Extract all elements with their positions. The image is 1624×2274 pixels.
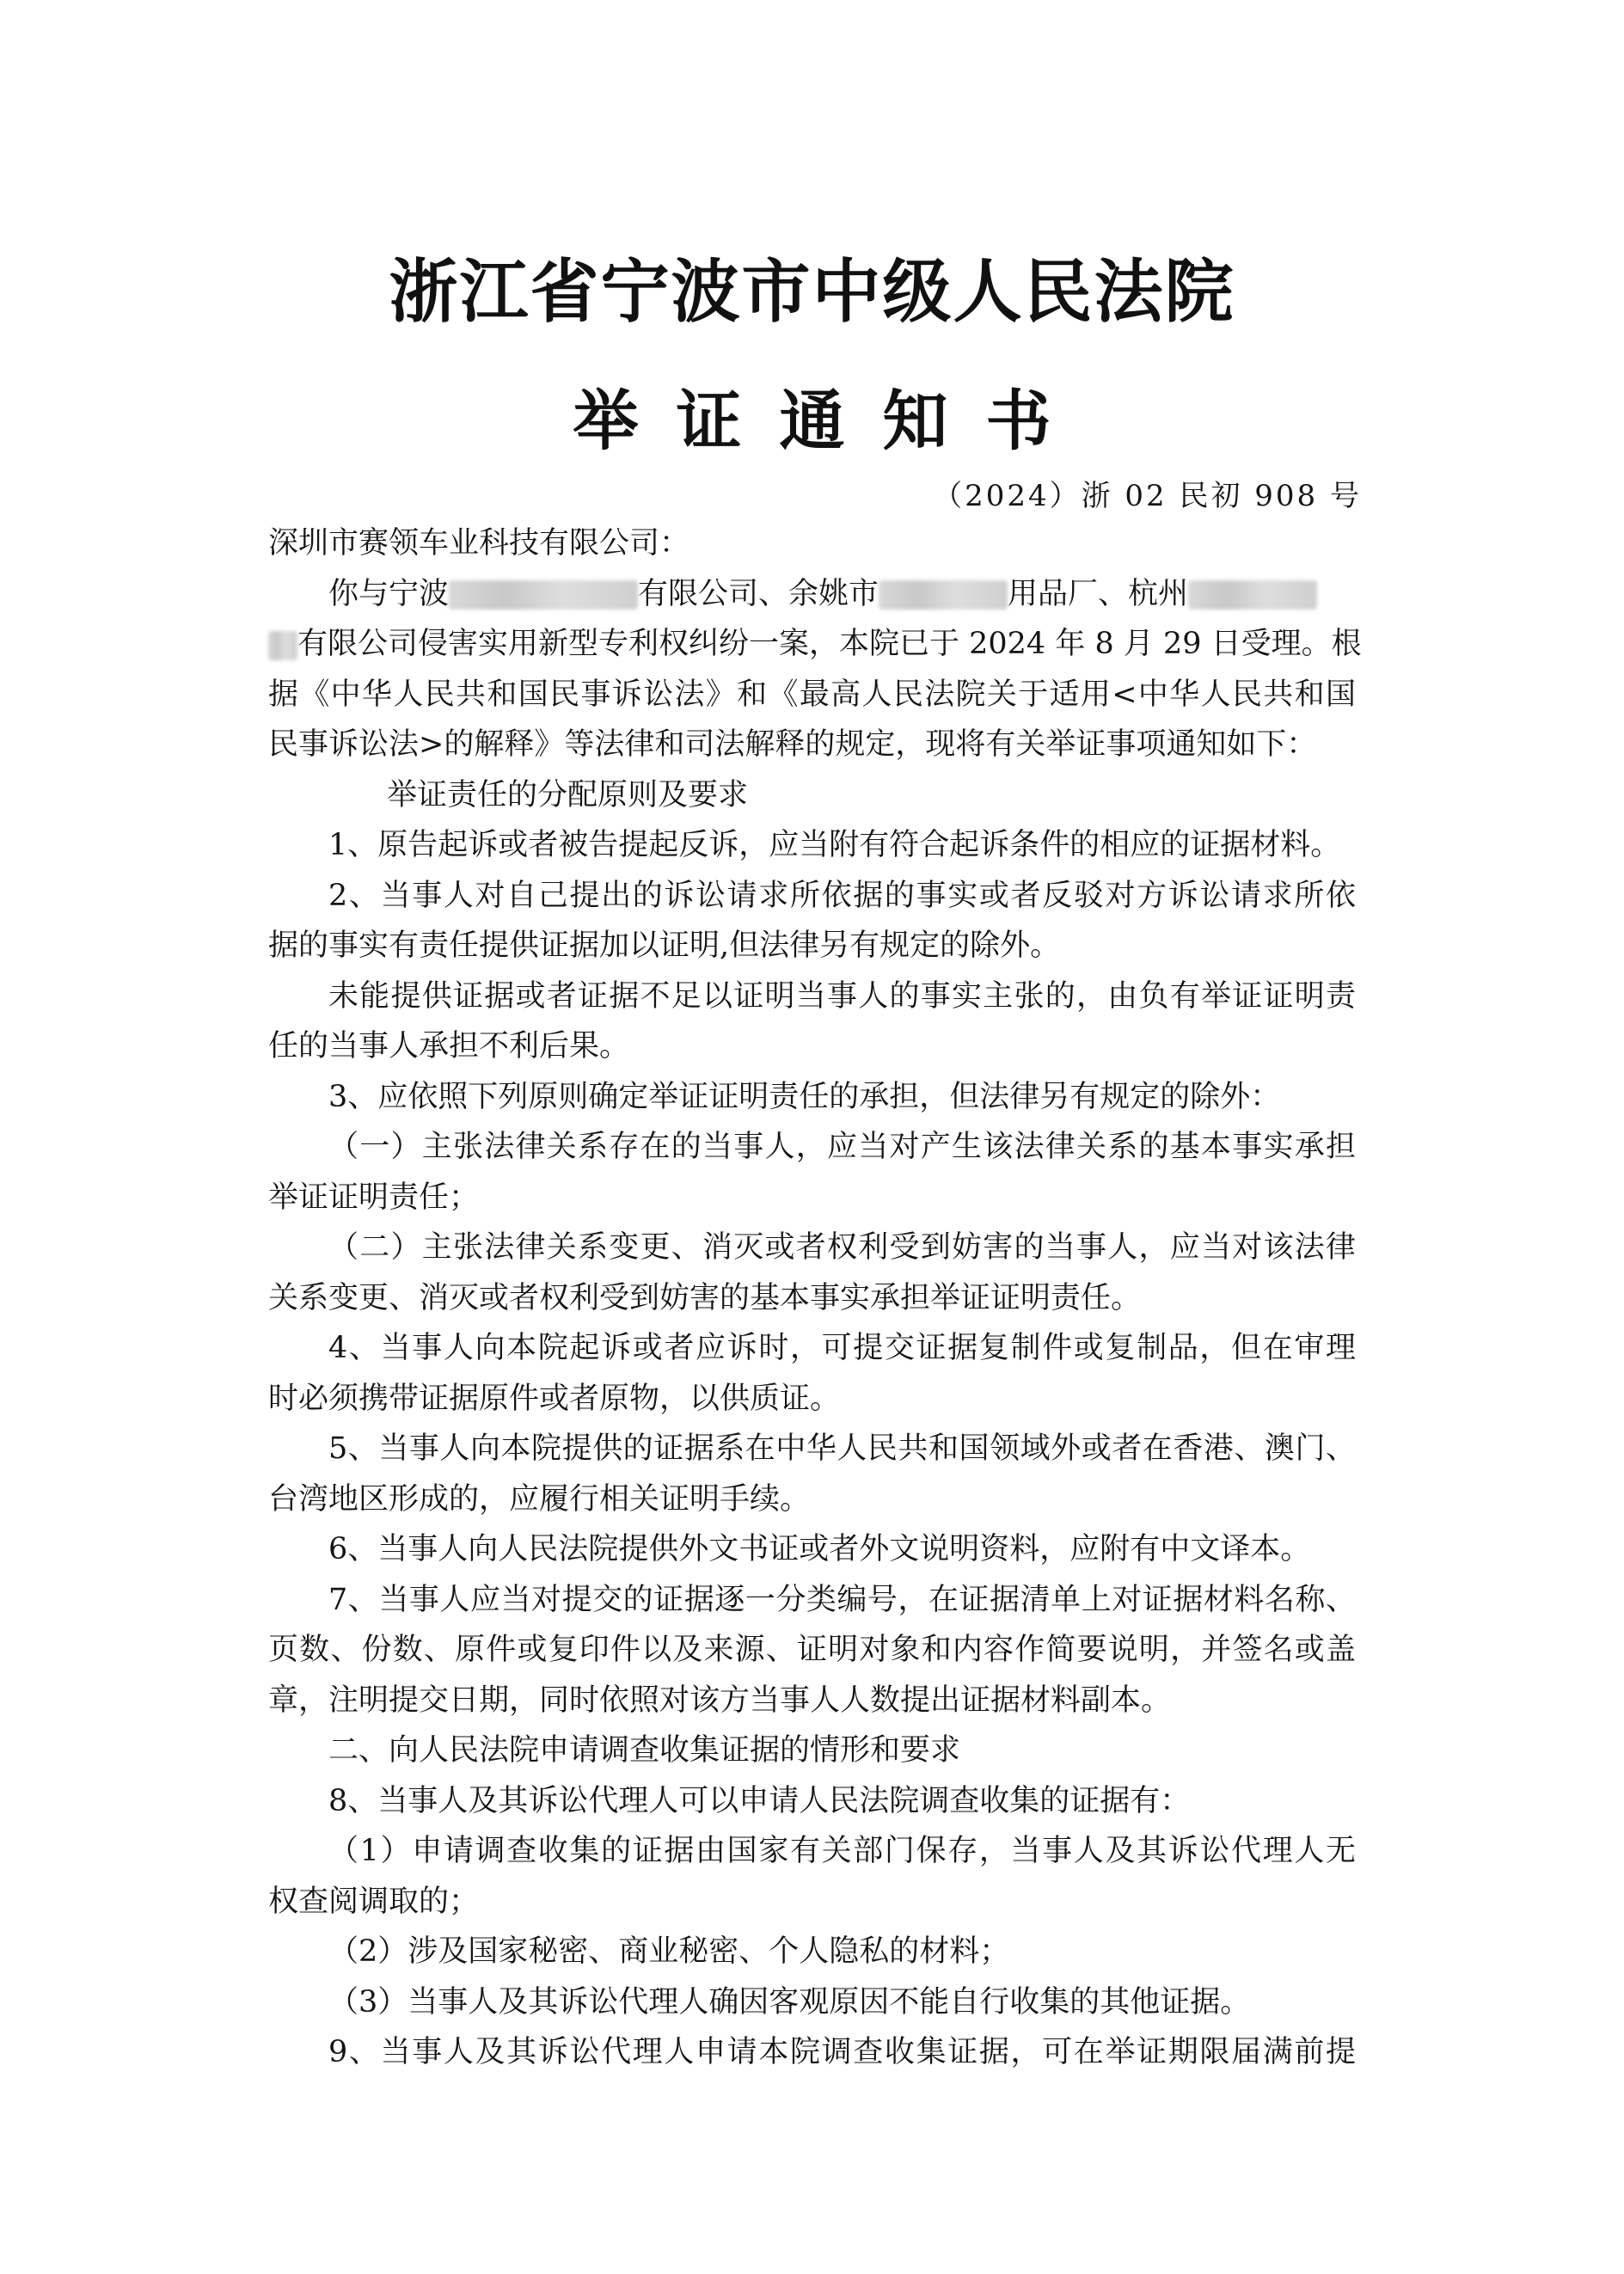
text-line: 1、原告起诉或者被告提起反诉，应当附有符合起诉条件的相应的证据材料。	[328, 828, 1341, 862]
text-line: 任的当事人承担不利后果。	[268, 1029, 630, 1063]
text-line: 2、当事人对自己提出的诉讼请求所依据的事实或者反驳对方诉讼请求所依	[328, 878, 1356, 913]
text-line: 3、应依照下列原则确定举证证明责任的承担，但法律另有规定的除外：	[328, 1079, 1281, 1114]
text-line: 6、当事人向人民法院提供外文书证或者外文说明资料，应附有中文译本。	[328, 1532, 1311, 1566]
intro-line: 有限公司侵害实用新型专利权纠纷一案，本院已于 2024 年 8 月 29 日受理。根	[268, 619, 1356, 670]
text-line: 5、当事人向本院提供的证据系在中华人民共和国领域外或者在香港、澳门、	[328, 1431, 1356, 1466]
text-line: 举证责任的分配原则及要求	[387, 777, 749, 812]
text-line: 台湾地区形成的，应履行相关证明手续。	[268, 1481, 811, 1517]
court-name: 浙江省宁波市中级人民法院	[389, 252, 1235, 332]
text-line: 关系变更、消灭或者权利受到妨害的基本事实承担举证证明责任。	[268, 1280, 1142, 1315]
text-line: 据的事实有责任提供证据加以证明,但法律另有规定的除外。	[268, 929, 1061, 963]
redacted-name	[449, 580, 638, 610]
intro-line: 你与宁波 有限公司、余姚市 用品厂、杭州	[268, 569, 1356, 620]
text-line: 未能提供证据或者证据不足以证明当事人的事实主张的，由负有举证证明责	[328, 978, 1356, 1014]
text-line: （二）主张法律关系变更、消灭或者权利受到妨害的当事人，应当对该法律	[328, 1230, 1356, 1265]
text-line: 9、当事人及其诉讼代理人申请本院调查收集证据，可在举证期限届满前提	[328, 2035, 1356, 2069]
text-line: 章，注明提交日期，同时依照对该方当事人人数提出证据材料副本。	[268, 1683, 1172, 1718]
text-line: （2）涉及国家秘密、商业秘密、个人隐私的材料；	[328, 1934, 1010, 1969]
text-line: （一）主张法律关系存在的当事人，应当对产生该法律关系的基本事实承担	[328, 1130, 1356, 1164]
notice-body	[268, 518, 1362, 2078]
text-line: 二、向人民法院申请调查收集证据的情形和要求	[328, 1733, 961, 1768]
intro-line: 据《中华人民共和国民事诉讼法》和《最高人民法院关于适用<中华人民共和国	[268, 677, 1356, 712]
text-line: 7、当事人应当对提交的证据逐一分类编号，在证据清单上对证据材料名称、	[328, 1582, 1356, 1617]
text-line: 权查阅调取的；	[268, 1884, 480, 1919]
text-line: 页数、份数、原件或复印件以及来源、证明对象和内容作简要说明，并签名或盖	[268, 1633, 1356, 1667]
text-line: （1）申请调查收集的证据由国家有关部门保存，当事人及其诉讼代理人无	[328, 1834, 1356, 1868]
redacted-name	[1188, 580, 1317, 610]
intro-line: 民事诉讼法>的解释》等法律和司法解释的规定，现将有关举证事项通知如下：	[268, 727, 1317, 762]
text-line: 举证证明责任；	[268, 1180, 480, 1215]
redacted-name	[268, 631, 297, 660]
redacted-name	[879, 580, 1008, 610]
case-number: （2024）浙 02 民初 908 号	[933, 479, 1362, 513]
text-line: 4、当事人向本院起诉或者应诉时，可提交证据复制件或复制品，但在审理	[328, 1331, 1356, 1365]
text-line: （3）当事人及其诉讼代理人确因客观原因不能自行收集的其他证据。	[328, 1984, 1251, 2020]
notice-lines	[268, 770, 1356, 2078]
addressee: 深圳市赛领车业科技有限公司：	[268, 526, 690, 561]
document-title: 举证通知书	[573, 383, 1089, 459]
text-line: 8、当事人及其诉讼代理人可以申请人民法院调查收集的证据有：	[328, 1783, 1191, 1818]
text-line: 时必须携带证据原件或者原物，以供质证。	[268, 1381, 841, 1416]
